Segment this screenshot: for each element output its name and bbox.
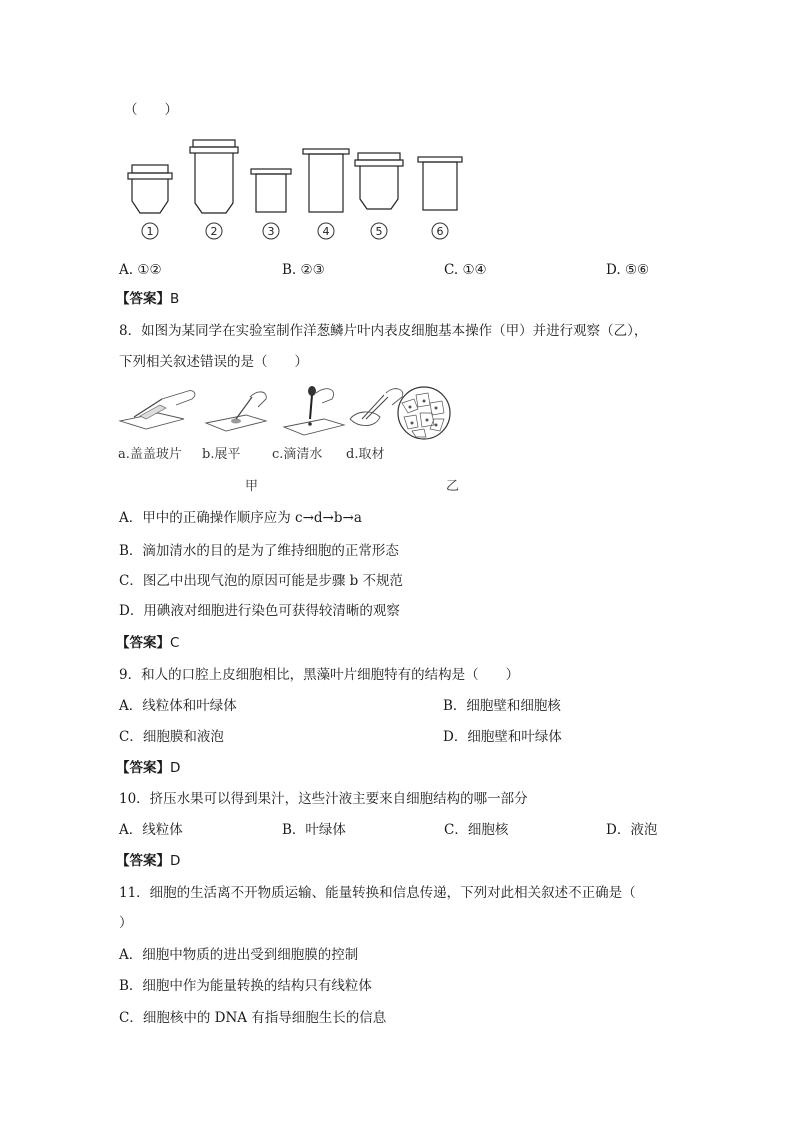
svg-text:4: 4 [322, 225, 330, 238]
lens-figure [120, 135, 470, 247]
objective-lens-long-2 [190, 140, 238, 213]
lens-label-2 [206, 223, 222, 239]
q11-question-line2: ） [119, 915, 133, 931]
q10-question: 10．挤压水果可以得到果汁，这些汁液主要来自细胞结构的哪一部分 [119, 791, 528, 807]
slide-preparation-figure [118, 383, 448, 443]
eyepiece-short-3 [251, 169, 291, 212]
q10-option-d: D．液泡 [606, 822, 658, 838]
q10-answer: 【答案】D [116, 853, 181, 869]
svg-text:6: 6 [436, 225, 444, 238]
q7-option-d: D. ⑤⑥ [606, 262, 650, 278]
q11-option-a: A．细胞中物质的进出受到细胞膜的控制 [119, 947, 359, 963]
figure-label-jia: 甲 [245, 479, 259, 494]
q9-option-a: A．线粒体和叶绿体 [119, 698, 237, 714]
q10-option-b: B．叶绿体 [282, 822, 346, 838]
lens-label-5 [371, 223, 387, 239]
q9-answer: 【答案】D [116, 760, 181, 776]
q10-option-c: C．细胞核 [444, 822, 509, 838]
step-label-b: b.展平 [202, 447, 241, 462]
q7-option-c: C. ①④ [444, 262, 487, 278]
q8-option-c: C．图乙中出现气泡的原因可能是步骤 b 不规范 [119, 573, 404, 589]
q7-bracket: （ ） [124, 102, 178, 118]
q11-option-c: C．细胞核中的 DNA 有指导细胞生长的信息 [119, 1010, 387, 1026]
objective-lens-medium-5 [355, 153, 403, 209]
q8-question-line2: 下列相关叙述错误的是（ ） [119, 354, 308, 370]
q9-option-b: B．细胞壁和细胞核 [443, 698, 561, 714]
step-label-c: c.滴清水 [272, 447, 323, 462]
microscope-field-of-view [398, 387, 450, 439]
q9-question: 9．和人的口腔上皮细胞相比，黑藻叶片细胞特有的结构是（ ） [119, 667, 520, 683]
svg-text:3: 3 [267, 225, 275, 238]
q8-option-a: A．甲中的正确操作顺序应为 c→d→b→a [119, 510, 362, 526]
q9-option-d: D．细胞壁和叶绿体 [443, 729, 562, 745]
objective-lens-short-1 [128, 165, 172, 213]
q9-option-c: C．细胞膜和液泡 [119, 729, 224, 745]
lens-label-4 [318, 223, 334, 239]
q7-option-b: B. ②③ [282, 262, 325, 278]
q11-question-line1: 11．细胞的生活离不开物质运输、能量转换和信息传递，下列对此相关叙述不正确是（ [119, 885, 636, 901]
q8-option-d: D．用碘液对细胞进行染色可获得较清晰的观察 [119, 603, 400, 619]
q7-answer: 【答案】B [116, 291, 180, 307]
step-c-dropper-drawing [284, 386, 344, 435]
step-a-cover-slip-drawing [120, 391, 195, 429]
figure-label-yi: 乙 [446, 479, 460, 494]
q8-question-line1: 8．如图为某同学在实验室制作洋葱鳞片叶内表皮细胞基本操作（甲）并进行观察（乙）， [119, 323, 648, 339]
q8-answer: 【答案】C [116, 635, 180, 651]
svg-text:1: 1 [146, 225, 154, 238]
eyepiece-medium-6 [418, 157, 462, 210]
q10-option-a: A．线粒体 [119, 822, 183, 838]
step-label-d: d.取材 [346, 447, 385, 462]
q7-option-a: A. ①② [119, 262, 162, 278]
q11-option-b: B．细胞中作为能量转换的结构只有线粒体 [119, 978, 372, 994]
eyepiece-long-4 [303, 149, 349, 212]
svg-text:5: 5 [375, 225, 383, 238]
step-b-spreading-drawing [206, 392, 266, 431]
q8-option-b: B．滴加清水的目的是为了维持细胞的正常形态 [119, 543, 399, 559]
lens-label-6 [432, 223, 448, 239]
svg-text:2: 2 [210, 225, 218, 238]
lens-label-1 [142, 223, 158, 239]
step-d-tweezers-drawing [350, 389, 403, 426]
step-label-a: a.盖盖玻片 [118, 447, 182, 462]
lens-label-3 [263, 223, 279, 239]
